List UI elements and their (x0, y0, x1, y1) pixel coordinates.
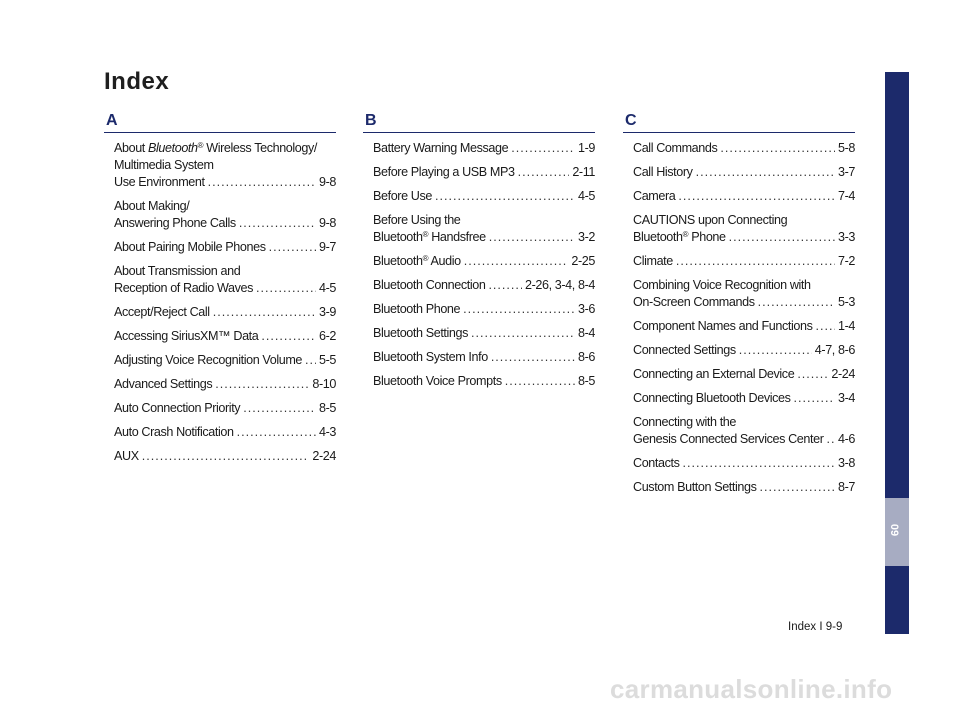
index-section-b (363, 112, 595, 397)
dot-leader (215, 376, 309, 393)
entry-line: About Making/ (114, 199, 190, 213)
entry-page: 7-2 (837, 254, 855, 268)
entry-page: 8-7 (837, 480, 855, 494)
entry-text: Climate (633, 254, 673, 268)
registered-mark: ® (682, 230, 689, 239)
page-title: Index (104, 68, 170, 95)
dot-leader (683, 455, 835, 472)
entry-line: Combining Voice Recognition with (633, 278, 811, 292)
entry-text: Use Environment (114, 175, 205, 189)
entry-line: CAUTIONS upon Connecting (633, 213, 788, 227)
entry-text: AUX (114, 449, 139, 463)
index-entry (114, 198, 336, 232)
entry-line: Connecting with the (633, 415, 737, 429)
entry-page: 1-4 (837, 319, 855, 333)
entry-text-part: Bluetooth (373, 230, 423, 244)
entry-text: Bluetooth Voice Prompts (373, 374, 502, 388)
index-entry (114, 263, 336, 297)
entry-text: About Pairing Mobile Phones (114, 240, 266, 254)
index-entry (373, 140, 595, 157)
index-entry (633, 455, 855, 472)
entry-page: 5-5 (318, 353, 336, 367)
entry-text: Camera (633, 189, 676, 203)
entry-page: 3-3 (837, 230, 855, 244)
dot-leader (505, 373, 575, 390)
index-entry (633, 366, 855, 383)
dot-leader (208, 174, 316, 191)
dot-leader (489, 229, 575, 246)
entry-row (373, 229, 595, 246)
section-letter-b: B (363, 112, 595, 133)
entry-text: Bluetooth Phone (373, 302, 461, 316)
index-entry (373, 325, 595, 342)
entry-text: Accept/Reject Call (114, 305, 210, 319)
entry-text-part: Audio (428, 254, 461, 268)
entry-text: Auto Connection Priority (114, 401, 241, 415)
entry-text: Bluetooth Settings (373, 326, 469, 340)
entry-text: Auto Crash Notification (114, 425, 234, 439)
dot-leader (678, 188, 835, 205)
dot-leader (435, 188, 575, 205)
entry-page: 9-8 (318, 175, 336, 189)
entry-page: 2-26, 3-4, 8-4 (524, 278, 595, 292)
index-list-c (623, 140, 855, 496)
entry-page: 6-2 (318, 329, 336, 343)
index-entry (633, 164, 855, 181)
entry-text: Genesis Connected Services Center (633, 432, 824, 446)
index-entry (633, 140, 855, 157)
index-entry (114, 140, 336, 191)
entry-text-italic: Bluetooth (148, 141, 198, 155)
entry-row (114, 174, 336, 191)
entry-text: Answering Phone Calls (114, 216, 236, 230)
entry-page: 3-8 (837, 456, 855, 470)
entry-page: 4-3 (318, 425, 336, 439)
entry-text-part: Bluetooth (633, 230, 683, 244)
entry-page: 8-6 (577, 350, 595, 364)
dot-leader (758, 294, 835, 311)
entry-page: 4-5 (318, 281, 336, 295)
entry-row (114, 215, 336, 232)
index-entry (373, 212, 595, 246)
index-entry (373, 253, 595, 270)
dot-leader (827, 431, 835, 448)
entry-text: Wireless Technology/ (203, 141, 318, 155)
entry-row (633, 294, 855, 311)
dot-leader (794, 390, 835, 407)
index-entry (633, 318, 855, 335)
entry-line: Before Using the (373, 213, 461, 227)
dot-leader (463, 301, 575, 318)
index-entry (633, 342, 855, 359)
entry-page: 2-11 (572, 165, 595, 179)
entry-text: Connecting Bluetooth Devices (633, 391, 791, 405)
entry-row (633, 229, 855, 246)
entry-page: 3-9 (318, 305, 336, 319)
index-list-b (363, 140, 595, 390)
registered-mark: ® (422, 230, 429, 239)
entry-page: 3-7 (837, 165, 855, 179)
dot-leader (720, 140, 835, 157)
dot-leader (491, 349, 575, 366)
index-entry (114, 239, 336, 256)
index-entry (373, 301, 595, 318)
dot-leader (243, 400, 316, 417)
dot-leader (511, 140, 575, 157)
entry-text: Connected Settings (633, 343, 736, 357)
index-entry (114, 304, 336, 321)
entry-text (373, 229, 486, 246)
entry-text: Before Use (373, 189, 432, 203)
entry-page: 3-2 (577, 230, 595, 244)
entry-page: 8-4 (577, 326, 595, 340)
index-entry (633, 188, 855, 205)
entry-text: Contacts (633, 456, 680, 470)
entry-line (114, 140, 336, 157)
entry-page: 3-4 (837, 391, 855, 405)
entry-text: About (114, 141, 149, 155)
entry-page: 1-9 (577, 141, 595, 155)
dot-leader (518, 164, 570, 181)
index-entry (633, 479, 855, 496)
dot-leader (488, 277, 522, 294)
index-entry (633, 253, 855, 270)
index-entry (373, 277, 595, 294)
entry-line: About Transmission and (114, 264, 241, 278)
entry-page: 2-24 (831, 367, 855, 381)
index-entry (114, 328, 336, 345)
entry-text: Accessing SiriusXM™ Data (114, 329, 259, 343)
index-entry (114, 400, 336, 417)
entry-text: Adjusting Voice Recognition Volume (114, 353, 303, 367)
dot-leader (142, 448, 310, 465)
index-entry (633, 212, 855, 246)
index-section-c (623, 112, 855, 503)
watermark: carmanualsonline.info (610, 674, 893, 704)
entry-page: 9-7 (318, 240, 336, 254)
index-entry (633, 414, 855, 448)
index-entry (633, 277, 855, 311)
entry-text: Reception of Radio Waves (114, 281, 254, 295)
index-entry (114, 376, 336, 393)
dot-leader (305, 352, 316, 369)
entry-text: Connecting an External Device (633, 367, 795, 381)
entry-page: 7-4 (837, 189, 855, 203)
page-footer: Index I 9-9 (788, 621, 843, 633)
section-letter-c: C (623, 112, 855, 133)
index-entry (114, 448, 336, 465)
index-entry (373, 349, 595, 366)
section-letter-a: A (104, 112, 336, 133)
chapter-tab-label: 09 (888, 523, 901, 537)
index-entry (114, 424, 336, 441)
entry-page: 4-6 (837, 432, 855, 446)
index-entry (114, 352, 336, 369)
registered-mark: ® (422, 254, 429, 263)
dot-leader (213, 304, 316, 321)
entry-text-part: Bluetooth (373, 254, 423, 268)
entry-text: Call Commands (633, 141, 718, 155)
entry-text: Bluetooth Connection (373, 278, 486, 292)
entry-text-part: Phone (688, 230, 726, 244)
entry-text: Call History (633, 165, 693, 179)
entry-page: 8-10 (312, 377, 336, 391)
registered-mark: ® (197, 141, 204, 150)
entry-page: 8-5 (577, 374, 595, 388)
dot-leader (261, 328, 316, 345)
index-entry (373, 188, 595, 205)
index-entry (373, 373, 595, 390)
entry-page: 9-8 (318, 216, 336, 230)
dot-leader (729, 229, 835, 246)
entry-page: 4-7, 8-6 (814, 343, 855, 357)
entry-text: Custom Button Settings (633, 480, 757, 494)
entry-text: Battery Warning Message (373, 141, 509, 155)
entry-text: Component Names and Functions (633, 319, 813, 333)
dot-leader (464, 253, 569, 270)
dot-leader (696, 164, 835, 181)
dot-leader (269, 239, 316, 256)
entry-page: 2-25 (571, 254, 595, 268)
entry-text (373, 253, 461, 270)
dot-leader (760, 479, 835, 496)
dot-leader (239, 215, 316, 232)
entry-line: Multimedia System (114, 158, 214, 172)
entry-page: 5-8 (837, 141, 855, 155)
index-entry (373, 164, 595, 181)
entry-row (633, 431, 855, 448)
index-section-a (104, 112, 336, 472)
dot-leader (676, 253, 835, 270)
entry-page: 8-5 (318, 401, 336, 415)
entry-page: 4-5 (577, 189, 595, 203)
entry-row (114, 280, 336, 297)
entry-text: Advanced Settings (114, 377, 213, 391)
dot-leader (797, 366, 828, 383)
entry-page: 2-24 (312, 449, 336, 463)
entry-text: On-Screen Commands (633, 295, 755, 309)
dot-leader (256, 280, 316, 297)
chapter-tab[interactable] (885, 498, 909, 566)
entry-text-part: Handsfree (428, 230, 486, 244)
entry-page: 3-6 (577, 302, 595, 316)
entry-text: Before Playing a USB MP3 (373, 165, 515, 179)
index-list-a (104, 140, 336, 465)
entry-text: Bluetooth System Info (373, 350, 488, 364)
dot-leader (816, 318, 835, 335)
dot-leader (237, 424, 316, 441)
entry-text (633, 229, 726, 246)
index-entry (633, 390, 855, 407)
dot-leader (471, 325, 575, 342)
dot-leader (739, 342, 812, 359)
entry-page: 5-3 (837, 295, 855, 309)
